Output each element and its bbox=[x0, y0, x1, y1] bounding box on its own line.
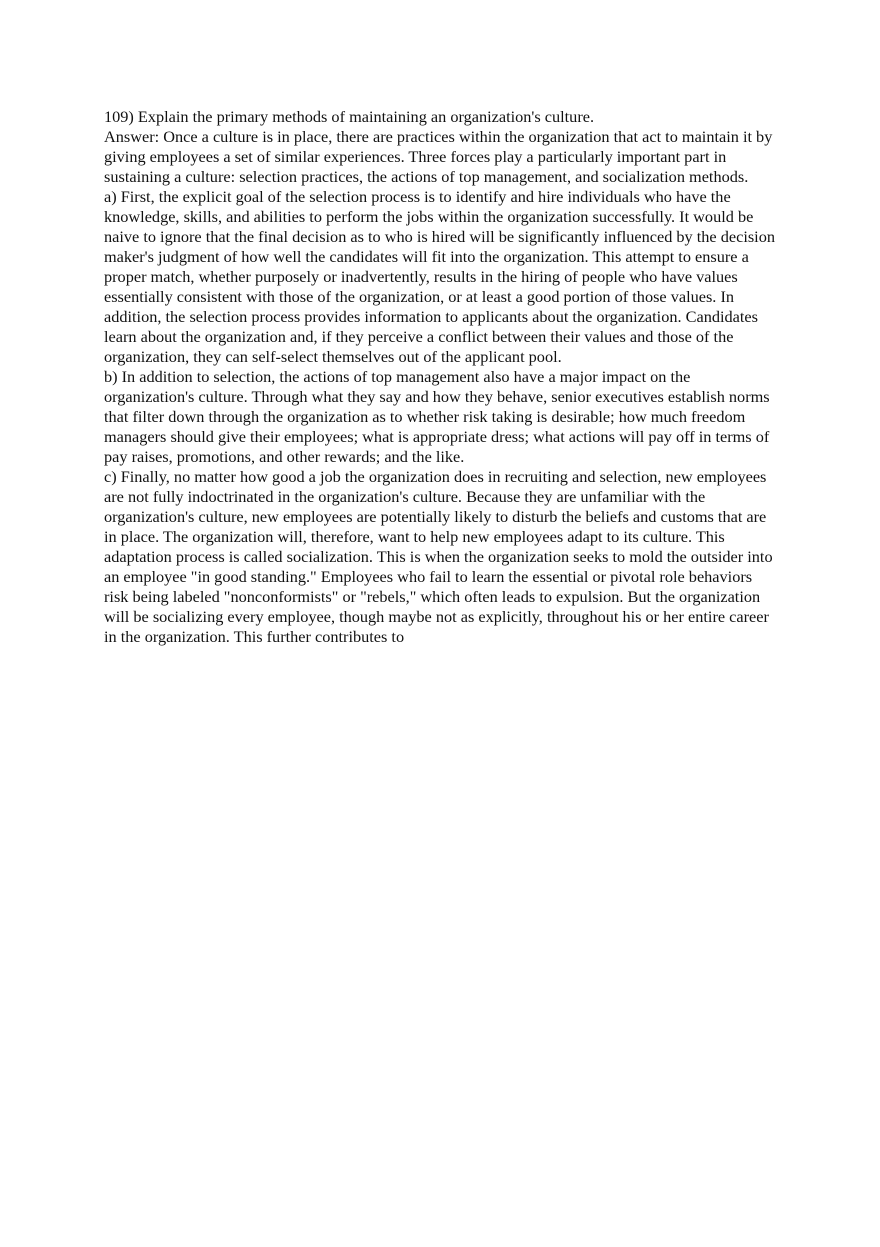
paragraph-b: b) In addition to selection, the actions of top management also have a major impact on the organization's culture. Through what they say and how they behave, senior executives establish norms that filter down through the organization as to whether risk taking is desirable; how much freedom managers should give their employees; what is appropriate dress; what actions will pay off in terms of pay raises, promotions, and other rewards; and the like. bbox=[104, 367, 770, 466]
question-text: 109) Explain the primary methods of maintaining an organization's culture. bbox=[104, 107, 595, 126]
answer-intro: Answer: Once a culture is in place, there are practices within the organization that act to maintain it by giving employees a set of similar experiences. Three forces play a particularly important part in sustaining a culture: selection practices, the actions of top management, and socialization methods. bbox=[104, 127, 773, 186]
paragraph-a: a) First, the explicit goal of the selection process is to identify and hire individuals who have the knowledge, skills, and abilities to perform the jobs within the organization successfully. It would be naive to ignore that the final decision as to who is hired will be significantly influenced by the decision maker's judgment of how well the candidates will fit into the organization. This attempt to ensure a proper match, whether purposely or inadvertently, results in the hiring of people who have values essentially consistent with those of the organization, or at least a good portion of those values. In addition, the selection process provides information to applicants about the organization. Candidates learn about the organization and, if they perceive a conflict between their values and those of the organization, they can self-select themselves out of the applicant pool. bbox=[104, 187, 775, 366]
document-body bbox=[104, 107, 778, 647]
paragraph-c: c) Finally, no matter how good a job the organization does in recruiting and selection, new employees are not fully indoctrinated in the organization's culture. Because they are unfamiliar with the organization's culture, new employees are potentially likely to disturb the beliefs and customs that are in place. The organization will, therefore, want to help new employees adapt to its culture. This adaptation process is called socialization. This is when the organization seeks to mold the outsider into an employee "in good standing." Employees who fail to learn the essential or pivotal role behaviors risk being labeled "nonconformists" or "rebels," which often leads to expulsion. But the organization will be socializing every employee, though maybe not as explicitly, throughout his or her entire career in the organization. This further contributes to bbox=[104, 467, 773, 646]
